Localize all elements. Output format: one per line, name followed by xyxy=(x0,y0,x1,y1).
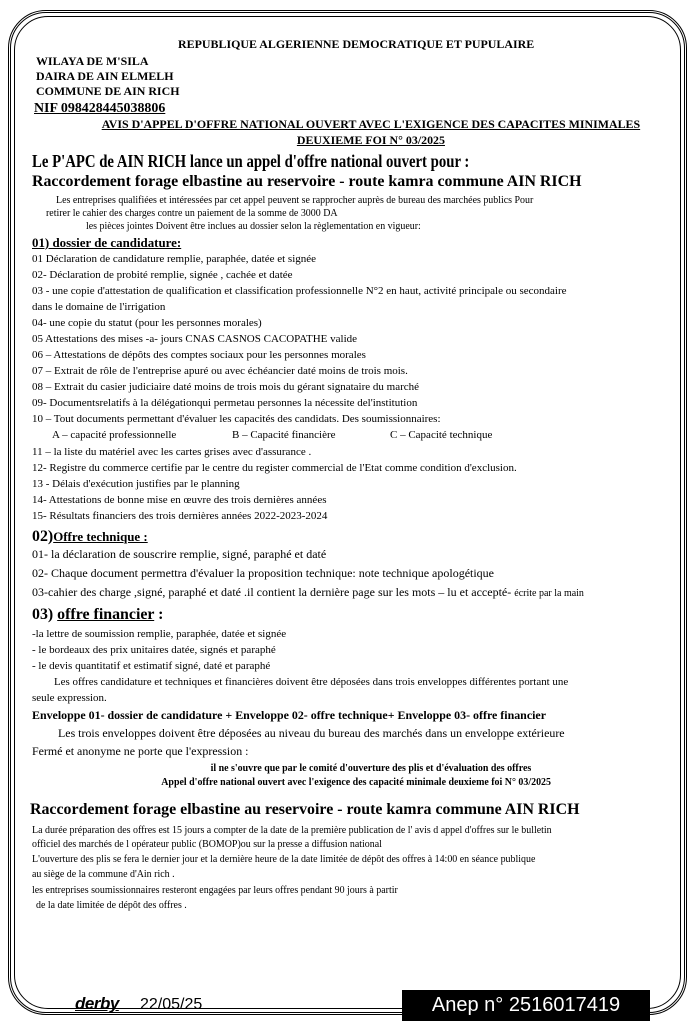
daira: DAIRA DE AIN ELMELH xyxy=(36,69,174,83)
project-title-repeat: Raccordement forage elbastine au reservoire - route kamra commune AIN RICH xyxy=(30,801,580,818)
wilaya: WILAYA DE M'SILA xyxy=(36,54,149,68)
notice-title-line1: AVIS D'APPEL D'OFFRE NATIONAL OUVERT AVEC L'EXIGENCE DES CAPACITES MINIMALES xyxy=(101,117,641,131)
document-body xyxy=(26,38,670,915)
section2-list xyxy=(32,548,670,606)
list-item: 04- une copie du statut (pour les personnes morales) xyxy=(32,317,262,329)
envelopes-text4: Fermé et anonyme ne porte que l'expression : xyxy=(32,744,249,758)
section3-number: 03) xyxy=(32,606,54,623)
list-item: -la lettre de soumission remplie, paraphée, datée et signée xyxy=(32,628,287,640)
list-item xyxy=(32,586,670,606)
expression-line1: il ne s'ouvre que par le comité d'ouverture des plis et d'évaluation des offres xyxy=(210,763,532,774)
list-item: 07 – Extrait de rôle de l'entreprise apuré ou avec échéancier daté moins de trois mois. xyxy=(32,365,408,377)
section2-number: 02) xyxy=(32,528,54,545)
item3-main: 03-cahier des charge ,signé, paraphé et daté .il contient la dernière page sur les mots – lu et accepté- xyxy=(32,585,512,599)
nif-number: NIF 098428445038806 xyxy=(34,101,166,116)
section3-colon: : xyxy=(158,606,164,623)
section1-list xyxy=(32,253,670,528)
capacity-b: B – Capacité financière xyxy=(232,429,336,441)
list-item: 05 Attestations des mises -a- jours CNAS CASNOS CACOPATHE valide xyxy=(32,333,358,345)
list-item: 09- Documentsrelatifs à la délégationqui permetau personnes la nécessite del'institution xyxy=(32,397,418,409)
list-item: 14- Attestations de bonne mise en œuvre des trois dernières années xyxy=(32,494,327,506)
section1-heading: 01) dossier de candidature: xyxy=(32,235,182,250)
intro-line1: Les entreprises qualifiées et intéressées par cet appel peuvent se rapprocher auprès de bureau des marchées publics Pour xyxy=(56,195,534,206)
anep-number-badge: Anep n° 2516017419 xyxy=(402,990,650,1021)
signature: derby xyxy=(75,994,119,1013)
envelopes-text3: Les trois enveloppes doivent être déposées au niveau du bureau des marchés dans un enveloppe extérieure xyxy=(58,726,565,740)
list-item: 08 – Extrait du casier judiciaire daté moins de trois mois du gérant signataire du marché xyxy=(32,381,420,393)
section2-heading xyxy=(32,528,666,548)
launch-statement: Le P'APC de AIN RICH lance un appel d'offre national ouvert pour : xyxy=(32,151,470,171)
footer-p1: La durée préparation des offres est 15 jours a compter de la date de la première publication de l' avis d appel d'offres sur le bulletin xyxy=(32,825,552,836)
capacity-c: C – Capacité technique xyxy=(390,429,493,441)
envelopes-list: Enveloppe 01- dossier de candidature + Enveloppe 02- offre technique+ Enveloppe 03- offre financier xyxy=(32,708,547,722)
envelopes-text2: seule expression. xyxy=(32,692,107,704)
commune: COMMUNE DE AIN RICH xyxy=(36,84,180,98)
item3-note: écrite par la main xyxy=(514,588,584,599)
section2-title: Offre technique : xyxy=(53,529,148,544)
section3-title: offre financier xyxy=(57,606,155,623)
project-title: Raccordement forage elbastine au reservoire - route kamra commune AIN RICH xyxy=(32,173,582,190)
list-item: 06 – Attestations de dépôts des comptes sociaux pour les personnes morales xyxy=(32,349,366,361)
intro-line2: retirer le cahier des charges contre un paiement de la somme de 3000 DA xyxy=(46,208,338,219)
bottom-strip xyxy=(0,990,699,1024)
section3-list xyxy=(32,628,670,676)
list-item: - le devis quantitatif et estimatif signé, daté et paraphé xyxy=(32,660,271,672)
list-item: 02- Chaque document permettra d'évaluer la proposition technique: note technique apologétique xyxy=(32,566,495,580)
section3-heading xyxy=(32,606,666,628)
list-item: 02- Déclaration de probité remplie, signée , cachée et datée xyxy=(32,269,293,281)
intro-line3: les pièces jointes Doivent être inclues au dossier selon la règlementation en vigueur: xyxy=(86,221,421,232)
list-item: 03 - une copie d'attestation de qualification et classification professionnelle N°2 en haut, activité principale ou secondaire xyxy=(32,285,567,297)
notice-title-line2: DEUXIEME FOI N° 03/2025 xyxy=(296,133,445,147)
list-item: 10 – Tout documents permettant d'évaluer les capacités des candidats. Des soumissionnaires: xyxy=(32,413,441,425)
footer-p2: officiel des marchés de l opérateur public (BOMOP)ou sur la presse a diffusion national xyxy=(32,839,382,850)
list-item: 15- Résultats financiers des trois dernières années 2022-2023-2024 xyxy=(32,510,328,522)
publication-date: 22/05/25 xyxy=(140,996,203,1013)
capacities-row xyxy=(32,429,670,446)
list-item: dans le domaine de l'irrigation xyxy=(32,301,166,313)
list-item: 12- Registre du commerce certifie par le centre du register commercial de l'Etat comme condition d'exclusion. xyxy=(32,462,517,474)
expression-line2: Appel d'offre national ouvert avec l'exigence des capacité minimale deuxieme foi N° 03/2025 xyxy=(161,777,551,788)
footer-p6: de la date limitée de dépôt des offres . xyxy=(36,900,187,911)
list-item: 01- la déclaration de souscrire remplie, signé, paraphé et daté xyxy=(32,547,327,561)
list-item: 13 - Délais d'exécution justifies par le planning xyxy=(32,478,240,490)
footer-p5: les entreprises soumissionnaires resteront engagées par leurs offres pendant 90 jours à partir xyxy=(32,885,398,896)
list-item: 01 Déclaration de candidature remplie, paraphée, datée et signée xyxy=(32,253,317,265)
footer-p4: au siège de la commune d'Ain rich . xyxy=(32,869,175,880)
list-item: 11 – la liste du matériel avec les cartes grises avec d'assurance . xyxy=(32,446,312,458)
envelopes-text1: Les offres candidature et techniques et financières doivent être déposées dans trois enveloppes différentes portant une xyxy=(54,676,569,688)
footer-p3: L'ouverture des plis se fera le dernier jour et la dernière heure de la date limitée de dépôt des offres à 14:00 en séance publique xyxy=(32,854,536,865)
list-item: - le bordeaux des prix unitaires datée, signés et paraphé xyxy=(32,644,276,656)
capacity-a: A – capacité professionnelle xyxy=(52,429,177,441)
republic-title: REPUBLIQUE ALGERIENNE DEMOCRATIQUE ET PUPULAIRE xyxy=(178,37,535,51)
